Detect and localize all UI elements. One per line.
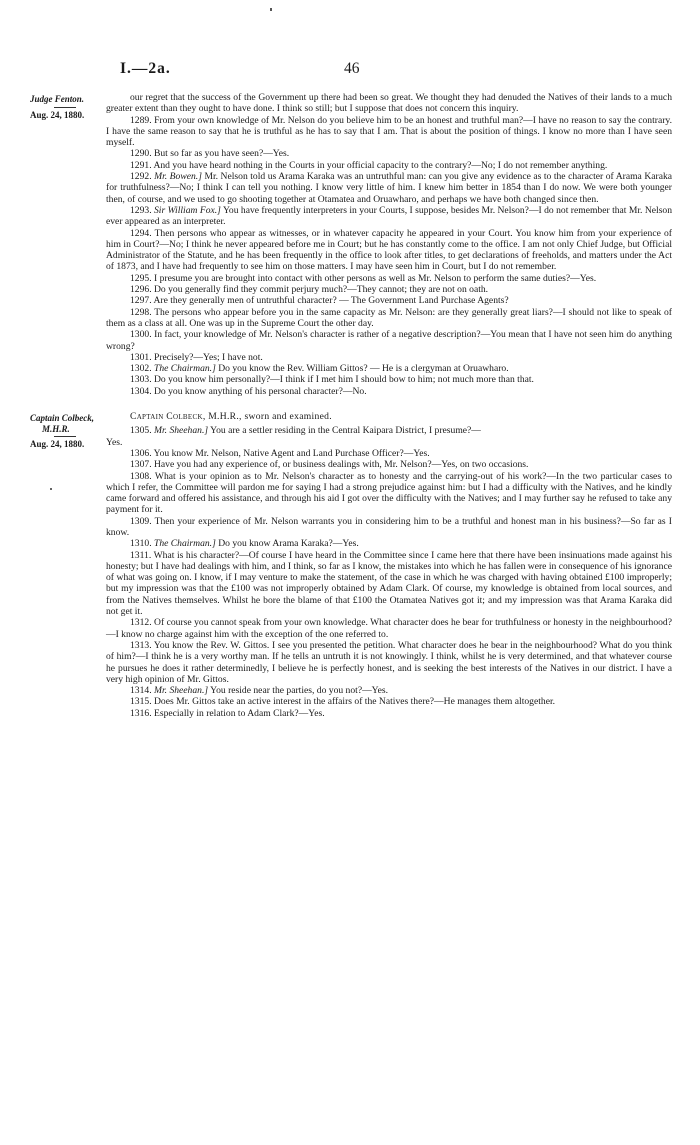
testimony-paragraph: [106, 538, 672, 549]
paragraph-text: 1312. Of course you cannot speak from your own knowledge. What character does he bear for truthfulness or honesty in the neighbourhood?—I know no charge against him with the exception of the one referred to.: [106, 617, 672, 640]
paragraph-text: 1313. You know the Rev. W. Gittos. I see you presented the petition. What character does he bear in the neighbourhood? What do you think of him?—I think he is a very worthy man. If he tells an untruth it is not knowingly. I think, whilst he is very determined, and that whatever course he pursues he does it rather determinedly, I believe he is perfectly honest, and is seeking the best interests of the Natives in our district. I have a very high opinion of Mr. Gittos.: [106, 639, 672, 685]
witness-name: Judge Fenton.: [30, 94, 85, 104]
page-header: [0, 60, 700, 80]
paragraph-text: 1316. Especially in relation to Adam Clark?—Yes.: [130, 707, 325, 719]
paragraph-text: 1290. But so far as you have seen?—Yes.: [130, 148, 290, 160]
speaker-name: Sir William Fox.]: [154, 204, 221, 216]
testimony-paragraph: [106, 708, 672, 719]
margin-rule: [54, 107, 76, 108]
question-number: 1302.: [130, 363, 154, 375]
testimony-paragraph: [106, 160, 672, 171]
testimony-paragraph: [106, 115, 672, 149]
testimony-paragraph: [106, 273, 672, 284]
witness-title: M.H.R.: [42, 423, 70, 434]
testimony-paragraph: [106, 92, 672, 115]
section-captain-colbeck: [0, 411, 700, 719]
heading-rest: , M.H.R., sworn and examined.: [202, 411, 332, 423]
margin-note: [30, 94, 102, 120]
question-number: 1314.: [130, 685, 154, 697]
speaker-name: Mr. Bowen.]: [154, 171, 202, 183]
paragraph-text: Do you know the Rev. William Gittos? — He is a clergyman at Oruawharo.: [215, 363, 509, 375]
page-body: [0, 92, 700, 719]
testimony-paragraph: [106, 363, 672, 374]
question-number: 1292.: [130, 171, 155, 183]
testimony-paragraph: [106, 640, 672, 685]
paragraph-text: 1296. Do you generally find they commit perjury much?—They cannot; they are not on oath.: [130, 284, 489, 296]
margin-rule: [54, 436, 76, 437]
paragraph-text: 1298. The persons who appear before you in the same capacity as Mr. Nelson: are they generally great liars?—I should not like to speak of them as a class at all. One was up in the Supreme Court the other day.: [106, 306, 672, 329]
witness-name: Captain Colbeck,: [30, 413, 95, 424]
paragraph-text: 1301. Precisely?—Yes; I have not.: [130, 351, 263, 363]
paragraph-text: You are a settler residing in the Central Kaipara District, I presume?—: [208, 425, 481, 437]
testimony-paragraph: [106, 386, 672, 397]
testimony-paragraph: [106, 696, 672, 707]
testimony-paragraph: [106, 459, 672, 470]
testimony-paragraph: [106, 329, 672, 352]
testimony-paragraph: [106, 516, 672, 539]
speaker-name: The Chairman.]: [153, 363, 216, 375]
testimony-paragraph: [106, 352, 672, 363]
testimony-paragraph: [106, 284, 672, 295]
testimony-paragraph: [106, 685, 672, 696]
testimony-paragraph: [106, 205, 672, 228]
testimony-paragraph: [106, 295, 672, 306]
page-mark: [270, 8, 272, 11]
section-heading: [106, 411, 672, 422]
question-number: 1293.: [130, 204, 154, 216]
paragraph-text: 1297. Are they generally men of untruthful character? — The Government Land Purchase Agents?: [130, 295, 509, 307]
question-number: 1305.: [130, 425, 154, 437]
testimony-paragraph: [106, 307, 672, 330]
paragraph-text: 1311. What is his character?—Of course I have heard in the Committee since I came here that there have been insinuations made against his honesty; but I have had dealings with him, and I think, so far as I know, the mistakes into which he has fallen were in consequence of his ignorance of what was going on. I know, if I may venture to make the statement, of the case in which he was charged with having obtained £100 improperly; but my impression was that the £100 was not improperly obtained by Adam Clark. Of course, my knowledge is obtained from local sources, and from the Natives themselves. Whilst he bore the blame of that £100 the Otamatea Natives got it; and my impression was that Arama Karaka did not get it.: [106, 549, 672, 618]
testimony-paragraph: [106, 471, 672, 516]
section-judge-fenton: [0, 92, 700, 397]
paragraph-text: 1291. And you have heard nothing in the Courts in your official capacity to the contrary?—No; I do not remember anything.: [130, 159, 608, 171]
paragraph-text: Mr. Nelson told us Arama Karaka was an untruthful man: can you give any evidence as to the character of Arama Karaka for truthfulness?—No; I think I can tell you nothing. I know very little of him. I knew him better in 1854 than I do now. We were both younger then, of course, and we used to go shooting together at Otamatea and Oruawharo, and perhaps we have both changed since then.: [106, 171, 673, 205]
paragraph-text: 1308. What is your opinion as to Mr. Nelson's character as to honesty and the carrying-out of his work?—In the two particular cases to which I refer, the Committee will pardon me for saying I had a strong prejudice against him: but I had a difficulty with the Natives, and he kindly came forward and offered his assistance, and through his aid I got over the difficulty with the Natives; and I may further say he refused to take any payment for it.: [106, 470, 672, 516]
testimony-paragraph: [106, 228, 672, 273]
paragraph-text: Do you know Arama Karaka?—Yes.: [215, 538, 359, 550]
margin-note: [30, 413, 102, 450]
section-gap: [0, 397, 700, 411]
paragraph-text: You have frequently interpreters in your Courts, I suppose, besides Mr. Nelson?—I do not remember that Mr. Nelson ever appeared as an interpreter.: [106, 204, 673, 228]
paragraph-text: 1304. Do you know anything of his personal character?—No.: [130, 385, 367, 397]
testimony-date: Aug. 24, 1880.: [30, 439, 85, 450]
speaker-name: The Chairman.]: [153, 538, 216, 550]
heading-name: Captain Colbeck: [130, 411, 203, 423]
paragraph-text: 1309. Then your experience of Mr. Nelson warrants you in considering him to be a truthful and honest man in his business?—So far as I know.: [106, 515, 672, 538]
testimony-date: Aug. 24, 1880.: [30, 109, 85, 120]
testimony-paragraph: [106, 550, 672, 618]
paragraph-text: 1294. Then persons who appear as witnesses, or in whatever capacity he appeared in your Court. You know him from your experience of him in Court?—No; I think he never appeared before me in Court; but he has constantly come to the office. I am not only Chief Judge, but Official Administrator of the Statute, and he has been frequently in the office to look after titles, to get declarations of freeholds, and matters under the Act of 1873, and I have had frequently to see him on those matters. I may have seen him in Court, but I do not remember.: [106, 227, 672, 273]
testimony-paragraph: [106, 171, 672, 205]
speaker-name: Mr. Sheehan.]: [153, 685, 209, 697]
page-number: 46: [344, 60, 360, 77]
speaker-name: Mr. Sheehan.]: [153, 425, 209, 437]
document-reference: I.—2a.: [120, 60, 171, 77]
testimony-text: [106, 92, 672, 397]
paragraph-text: 1295. I presume you are brought into contact with other persons as well as Mr. Nelson to perform the same duties?—Yes.: [130, 272, 597, 284]
question-number: 1310.: [130, 538, 154, 550]
paragraph-text: 1303. Do you know him personally?—I think if I met him I should bow to him; not much more than that.: [130, 374, 534, 386]
paragraph-text: our regret that the success of the Government up there had been so great. We thought they had denuded the Natives of their lands to a much greater extent than they ought to have done. I think so still; but I suppose that does not concern this inquiry.: [106, 92, 672, 115]
testimony-paragraph: [106, 448, 672, 459]
paragraph-text: 1306. You know Mr. Nelson, Native Agent and Land Purchase Officer?—Yes.: [130, 447, 430, 459]
paragraph-text: 1300. In fact, your knowledge of Mr. Nelson's character is rather of a negative description?—You mean that I have not seen him do anything wrong?: [106, 329, 672, 352]
testimony-paragraph: [106, 437, 672, 448]
paragraph-text: 1289. From your own knowledge of Mr. Nelson do you believe him to be an honest and truthful man?—I have no reason to say the contrary. I have the same reason to say that he is truthful as he has to say that I am. That is about the position of things. I know no more than I have seen myself.: [106, 114, 672, 149]
testimony-paragraph: [106, 374, 672, 385]
testimony-paragraph: [106, 425, 672, 436]
paragraph-text: You reside near the parties, do you not?—Yes.: [208, 685, 389, 697]
paragraph-text: 1307. Have you had any experience of, or business dealings with, Mr. Nelson?—Yes, on two occasions.: [130, 459, 529, 471]
testimony-paragraphs: [106, 425, 672, 719]
paragraph-text: 1315. Does Mr. Gittos take an active interest in the affairs of the Natives there?—He manages them altogether.: [130, 696, 556, 708]
paragraph-text: Yes.: [106, 436, 123, 448]
testimony-text-colbeck: [106, 411, 672, 719]
testimony-paragraph: [106, 148, 672, 159]
testimony-paragraph: [106, 617, 672, 640]
